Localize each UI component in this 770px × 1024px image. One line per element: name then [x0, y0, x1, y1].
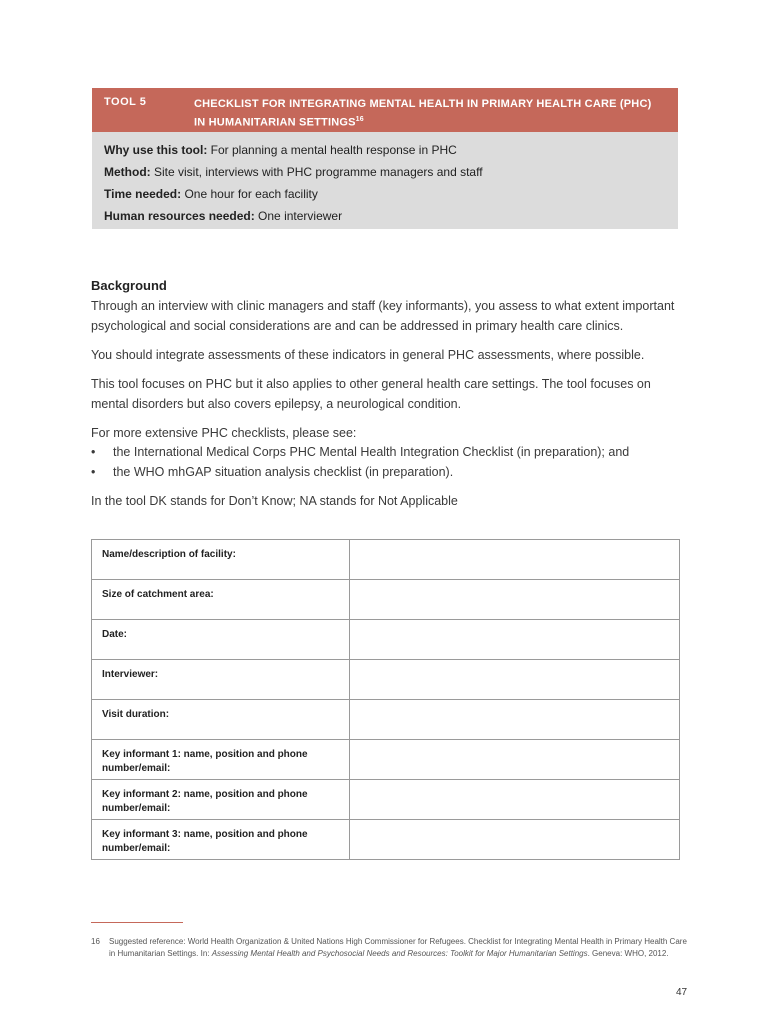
form-row-facility — [92, 540, 680, 580]
tool-number: TOOL 5 — [104, 96, 147, 108]
footnote-text-italic: Assessing Mental Health and Psychosocial Needs and Resources: Toolkit for Major Humanitarian Settings — [211, 949, 588, 958]
form-row-date — [92, 620, 680, 660]
form-label-interviewer: Interviewer: — [92, 660, 350, 700]
info-time — [104, 186, 678, 208]
tool-title — [194, 96, 664, 131]
info-time-label: Time needed: — [104, 187, 182, 201]
background-paragraph-4: For more extensive PHC checklists, please see: — [91, 426, 357, 440]
tool-footnote-ref: 16 — [355, 116, 364, 123]
background-paragraph-1: Through an interview with clinic managers and staff (key informants), you assess to what extent important psychological and social considerations are and can be addressed in primary health care clinics. — [91, 299, 675, 333]
background-heading: Background — [91, 278, 167, 293]
form-row-duration — [92, 700, 680, 740]
form-field-duration[interactable] — [349, 700, 679, 740]
info-method-label: Method: — [104, 165, 151, 179]
form-label-informant-2: Key informant 2: name, position and phone number/email: — [92, 780, 350, 820]
form-field-informant-2[interactable] — [349, 780, 679, 820]
bullet-text-2: the WHO mhGAP situation analysis checklist (in preparation). — [113, 465, 454, 479]
info-why-label: Why use this tool: — [104, 143, 208, 157]
form-label-informant-3: Key informant 3: name, position and phone number/email: — [92, 820, 350, 860]
background-paragraph-5: In the tool DK stands for Don’t Know; NA stands for Not Applicable — [91, 494, 458, 508]
info-resources-value: One interviewer — [254, 209, 343, 223]
form-field-interviewer[interactable] — [349, 660, 679, 700]
tool-info-box — [92, 132, 678, 229]
facility-form-table — [91, 539, 680, 860]
tool-title-text: CHECKLIST FOR INTEGRATING MENTAL HEALTH IN PRIMARY HEALTH CARE (PHC) IN HUMANITARIAN SETTINGS — [194, 98, 652, 129]
form-row-catchment — [92, 580, 680, 620]
bullet-dot: • — [91, 445, 96, 459]
form-field-informant-3[interactable] — [349, 820, 679, 860]
background-paragraph-3: This tool focuses on PHC but it also applies to other general health care settings. The tool focuses on mental disorders but also covers epilepsy, a neurological condition. — [91, 377, 651, 411]
form-row-informant-2 — [92, 780, 680, 820]
info-resources — [104, 208, 678, 230]
form-label-duration: Visit duration: — [92, 700, 350, 740]
footnote-number: 16 — [91, 937, 100, 946]
page-number: 47 — [676, 987, 688, 998]
form-label-facility: Name/description of facility: — [92, 540, 350, 580]
form-label-date: Date: — [92, 620, 350, 660]
form-label-informant-1: Key informant 1: name, position and phone number/email: — [92, 740, 350, 780]
form-row-informant-3 — [92, 820, 680, 860]
footnote-text — [109, 936, 689, 960]
form-label-catchment: Size of catchment area: — [92, 580, 350, 620]
info-why — [104, 142, 678, 164]
bullet-dot: • — [91, 465, 96, 479]
footnote-text-end: . Geneva: WHO, 2012. — [587, 949, 669, 958]
footnote-divider — [91, 922, 183, 923]
form-field-date[interactable] — [349, 620, 679, 660]
form-field-facility[interactable] — [349, 540, 679, 580]
footnote-text-plain: Suggested reference: World Health Organization & United Nations High Commissioner for Refugees. Checklist for Integrating Mental Health in Primary Health Care in Humanitarian Settings. In: — [109, 937, 687, 958]
form-row-informant-1 — [92, 740, 680, 780]
form-field-informant-1[interactable] — [349, 740, 679, 780]
info-why-value: For planning a mental health response in PHC — [207, 143, 457, 157]
background-paragraph-2: You should integrate assessments of these indicators in general PHC assessments, where possible. — [91, 348, 645, 362]
info-method-value: Site visit, interviews with PHC programme managers and staff — [150, 165, 483, 179]
tool-header — [92, 88, 678, 132]
info-method — [104, 164, 678, 186]
info-resources-label: Human resources needed: — [104, 209, 255, 223]
info-time-value: One hour for each facility — [181, 187, 318, 201]
form-row-interviewer — [92, 660, 680, 700]
bullet-text-1: the International Medical Corps PHC Mental Health Integration Checklist (in preparation); and — [113, 445, 630, 459]
form-field-catchment[interactable] — [349, 580, 679, 620]
